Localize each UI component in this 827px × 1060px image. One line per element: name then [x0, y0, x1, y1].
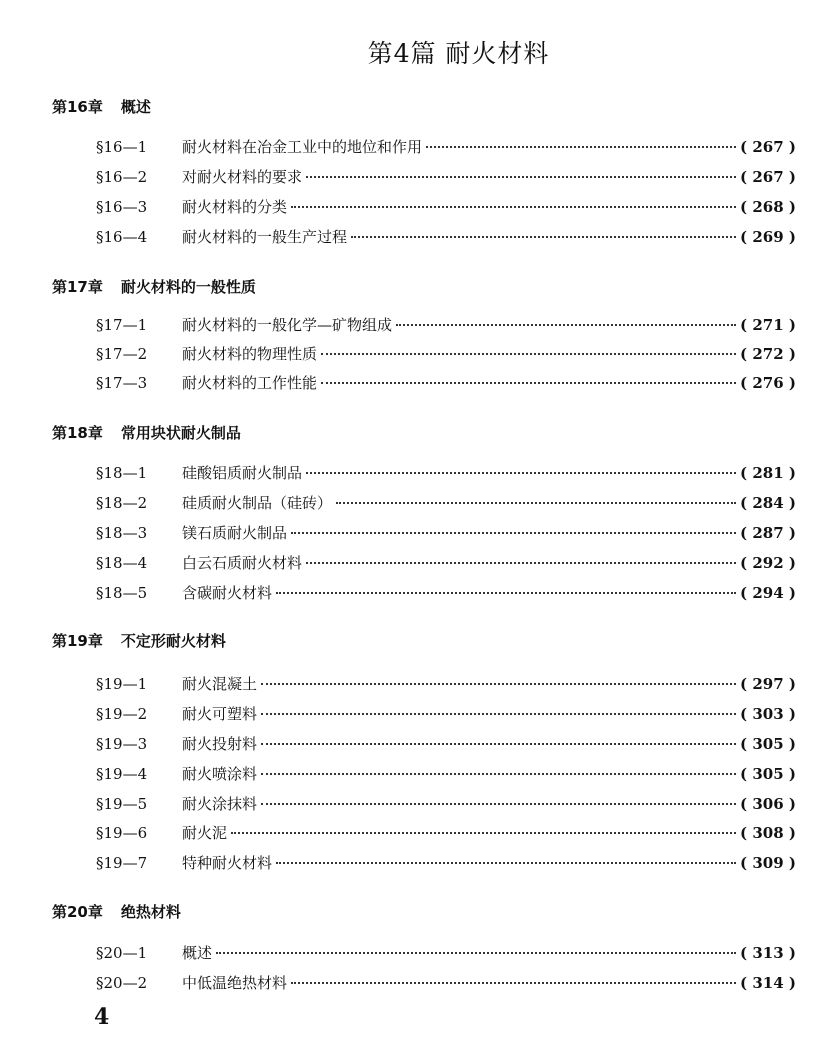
dot-leader — [306, 562, 736, 564]
chapter-title: 常用块状耐火制品 — [120, 424, 241, 442]
toc-entry[interactable] — [96, 314, 796, 336]
section-number: §16—4 — [96, 228, 148, 246]
section-number: §18—1 — [96, 464, 148, 482]
dot-leader — [306, 472, 736, 474]
dot-leader — [291, 982, 736, 984]
dot-leader — [351, 236, 736, 238]
section-title: 概述 — [182, 944, 213, 962]
page-ref: ( 303 ) — [740, 705, 796, 723]
section-title: 耐火可塑料 — [182, 705, 258, 723]
section-title: 耐火材料的一般化学—矿物组成 — [182, 316, 393, 334]
section-title: 耐火喷涂料 — [182, 765, 258, 783]
chapter-heading — [52, 276, 256, 297]
toc-entry[interactable] — [96, 166, 796, 188]
section-title: 白云石质耐火材料 — [182, 554, 303, 572]
toc-entry[interactable] — [96, 372, 796, 394]
section-title: 耐火材料的物理性质 — [182, 345, 318, 363]
section-title: 耐火涂抹料 — [182, 795, 258, 813]
page-ref: ( 287 ) — [740, 524, 796, 542]
section-title: 耐火材料的分类 — [182, 198, 288, 216]
dot-leader — [261, 683, 736, 685]
page-ref: ( 306 ) — [740, 795, 796, 813]
section-number: §20—2 — [96, 974, 148, 992]
chapter-heading — [52, 901, 181, 922]
toc-entry[interactable] — [96, 196, 796, 218]
page-ref: ( 276 ) — [740, 374, 796, 392]
page-ref: ( 269 ) — [740, 228, 796, 246]
dot-leader — [321, 382, 736, 384]
toc-entry[interactable] — [96, 582, 796, 604]
toc-entry[interactable] — [96, 462, 796, 484]
chapter-heading — [52, 630, 226, 651]
section-number: §18—5 — [96, 584, 148, 602]
chapter-label: 第18章 — [52, 424, 103, 442]
section-title: 特种耐火材料 — [182, 854, 273, 872]
section-title: 耐火材料的工作性能 — [182, 374, 318, 392]
dot-leader — [216, 952, 736, 954]
dot-leader — [321, 353, 736, 355]
dot-leader — [396, 324, 736, 326]
section-title: 硅酸铝质耐火制品 — [182, 464, 303, 482]
page-ref: ( 284 ) — [740, 494, 796, 512]
toc-entry[interactable] — [96, 763, 796, 785]
page-ref: ( 313 ) — [740, 944, 796, 962]
page-ref: ( 292 ) — [740, 554, 796, 572]
chapter-title: 绝热材料 — [120, 903, 181, 921]
toc-entry[interactable] — [96, 793, 796, 815]
page-ref: ( 308 ) — [740, 824, 796, 842]
page-number: 4 — [94, 1004, 110, 1030]
section-title: 耐火投射料 — [182, 735, 258, 753]
page-ref: ( 314 ) — [740, 974, 796, 992]
section-number: §16—2 — [96, 168, 148, 186]
page-ref: ( 268 ) — [740, 198, 796, 216]
section-title: 耐火混凝土 — [182, 675, 258, 693]
section-number: §19—2 — [96, 705, 148, 723]
toc-entry[interactable] — [96, 522, 796, 544]
page-ref: ( 309 ) — [740, 854, 796, 872]
section-number: §20—1 — [96, 944, 148, 962]
section-number: §17—3 — [96, 374, 148, 392]
section-title: 中低温绝热材料 — [182, 974, 288, 992]
page-ref: ( 281 ) — [740, 464, 796, 482]
section-number: §19—5 — [96, 795, 148, 813]
toc-entry[interactable] — [96, 703, 796, 725]
section-title: 耐火泥 — [182, 824, 228, 842]
chapter-label: 第17章 — [52, 278, 103, 296]
section-title: 耐火材料的一般生产过程 — [182, 228, 348, 246]
section-number: §19—6 — [96, 824, 148, 842]
chapter-label: 第20章 — [52, 903, 103, 921]
page-ref: ( 271 ) — [740, 316, 796, 334]
section-number: §16—1 — [96, 138, 148, 156]
page-ref: ( 297 ) — [740, 675, 796, 693]
toc-entry[interactable] — [96, 852, 796, 874]
page-ref: ( 305 ) — [740, 765, 796, 783]
dot-leader — [426, 146, 736, 148]
toc-entry[interactable] — [96, 972, 796, 994]
dot-leader — [261, 773, 736, 775]
section-title: 含碳耐火材料 — [182, 584, 273, 602]
chapter-heading — [52, 422, 241, 443]
toc-entry[interactable] — [96, 673, 796, 695]
dot-leader — [336, 502, 736, 504]
section-number: §17—2 — [96, 345, 148, 363]
section-title: 镁石质耐火制品 — [182, 524, 288, 542]
section-number: §18—2 — [96, 494, 148, 512]
dot-leader — [231, 832, 736, 834]
toc-entry[interactable] — [96, 492, 796, 514]
dot-leader — [306, 176, 736, 178]
toc-entry[interactable] — [96, 733, 796, 755]
toc-entry[interactable] — [96, 226, 796, 248]
section-number: §17—1 — [96, 316, 148, 334]
part-title: 第4篇 耐火材料 — [367, 39, 550, 68]
dot-leader — [276, 862, 736, 864]
toc-entry[interactable] — [96, 343, 796, 365]
section-title: 对耐火材料的要求 — [182, 168, 303, 186]
chapter-title: 概述 — [120, 98, 151, 116]
dot-leader — [291, 206, 736, 208]
section-number: §19—1 — [96, 675, 148, 693]
toc-entry[interactable] — [96, 822, 796, 844]
dot-leader — [261, 713, 736, 715]
dot-leader — [276, 592, 736, 594]
toc-entry[interactable] — [96, 136, 796, 158]
section-number: §19—7 — [96, 854, 148, 872]
toc-entry[interactable] — [96, 942, 796, 964]
toc-entry[interactable] — [96, 552, 796, 574]
page-ref: ( 267 ) — [740, 168, 796, 186]
section-number: §19—3 — [96, 735, 148, 753]
section-title: 耐火材料在冶金工业中的地位和作用 — [182, 138, 423, 156]
section-number: §19—4 — [96, 765, 148, 783]
page-ref: ( 267 ) — [740, 138, 796, 156]
page-ref: ( 305 ) — [740, 735, 796, 753]
section-title: 硅质耐火制品（硅砖） — [182, 494, 333, 512]
chapter-label: 第19章 — [52, 632, 103, 650]
chapter-title: 不定形耐火材料 — [120, 632, 226, 650]
chapter-heading — [52, 96, 151, 117]
section-number: §16—3 — [96, 198, 148, 216]
dot-leader — [261, 803, 736, 805]
chapter-label: 第16章 — [52, 98, 103, 116]
page-ref: ( 272 ) — [740, 345, 796, 363]
section-number: §18—4 — [96, 554, 148, 572]
page-ref: ( 294 ) — [740, 584, 796, 602]
chapter-title: 耐火材料的一般性质 — [120, 278, 256, 296]
dot-leader — [261, 743, 736, 745]
section-number: §18—3 — [96, 524, 148, 542]
dot-leader — [291, 532, 736, 534]
